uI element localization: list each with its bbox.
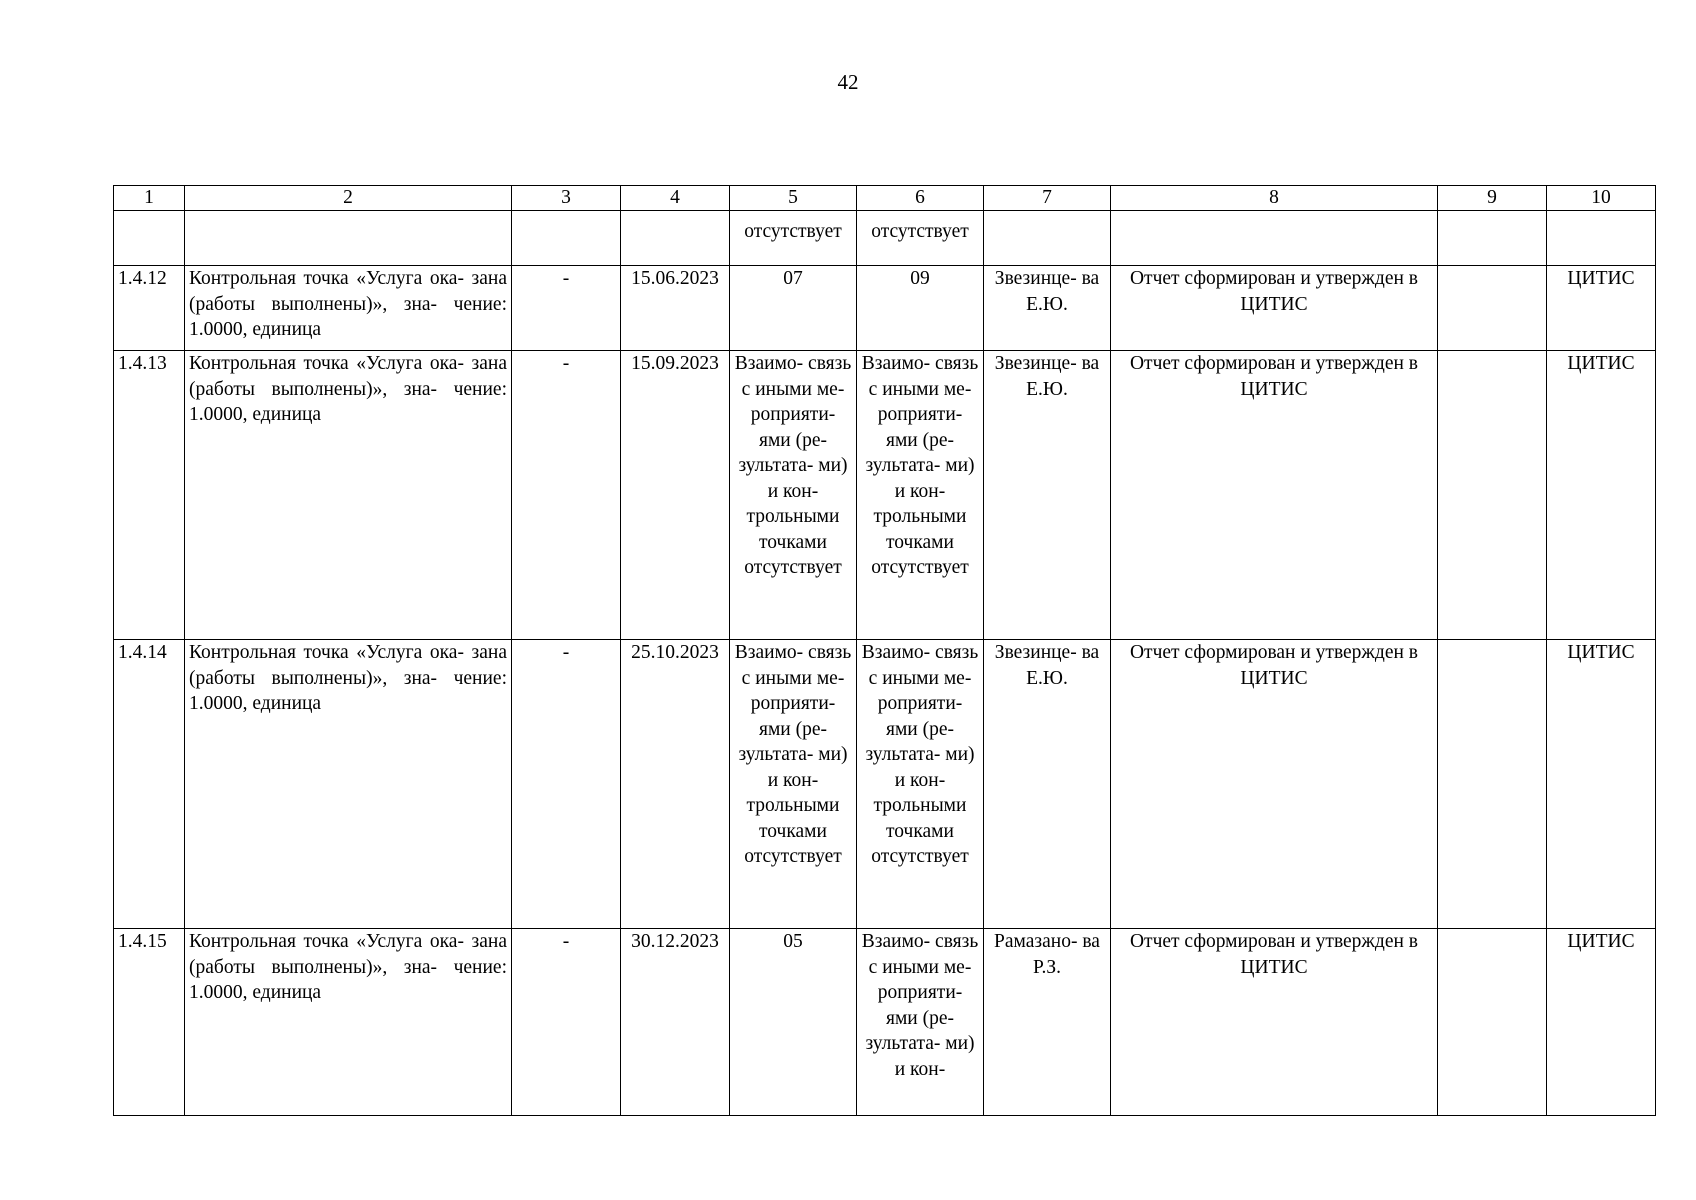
row-responsible: Звезинце- ва Е.Ю. xyxy=(984,266,1111,351)
row-date: 30.12.2023 xyxy=(621,929,730,1116)
row-number: 1.4.14 xyxy=(114,640,185,929)
column-header: 2 xyxy=(185,186,512,211)
row-title: Контрольная точка «Услуга ока- зана (работы выполнены)», зна- чение: 1.0000, единица xyxy=(185,266,512,351)
row-result: Отчет сформирован и утвержден в ЦИТИС xyxy=(1111,266,1438,351)
row-col5: 07 xyxy=(730,266,857,351)
row-title: Контрольная точка «Услуга ока- зана (работы выполнены)», зна- чение: 1.0000, единица xyxy=(185,929,512,1116)
row-col5: отсутствует xyxy=(730,211,857,266)
row-responsible: Звезинце- ва Е.Ю. xyxy=(984,640,1111,929)
row-col5: Взаимо- связь с иными ме- роприяти- ями (ре- зультата- ми) и кон- трольными точками отсутствует xyxy=(730,640,857,929)
row-number xyxy=(114,211,185,266)
row-dash: - xyxy=(512,640,621,929)
row-system: ЦИТИС xyxy=(1547,266,1656,351)
row-number: 1.4.12 xyxy=(114,266,185,351)
header-row xyxy=(114,186,1656,211)
row-number: 1.4.15 xyxy=(114,929,185,1116)
row-col6 xyxy=(857,929,984,1116)
row-result: Отчет сформирован и утвержден в ЦИТИС xyxy=(1111,640,1438,929)
row-responsible: Звезинце- ва Е.Ю. xyxy=(984,351,1111,640)
column-header: 7 xyxy=(984,186,1111,211)
column-header: 4 xyxy=(621,186,730,211)
row-date: 15.06.2023 xyxy=(621,266,730,351)
column-header: 10 xyxy=(1547,186,1656,211)
column-header: 6 xyxy=(857,186,984,211)
row-dash: - xyxy=(512,351,621,640)
row-col9 xyxy=(1438,211,1547,266)
row-result xyxy=(1111,211,1438,266)
row-responsible xyxy=(984,211,1111,266)
row-dash: - xyxy=(512,929,621,1116)
row-col6: Взаимо- связь с иными ме- роприяти- ями (ре- зультата- ми) и кон- трольными точками отсутствует xyxy=(857,351,984,640)
table-row xyxy=(114,266,1656,351)
row-col6: Взаимо- связь с иными ме- роприяти- ями (ре- зультата- ми) и кон- трольными точками отсутствует xyxy=(857,640,984,929)
row-col9 xyxy=(1438,266,1547,351)
row-col9 xyxy=(1438,929,1547,1116)
row-system: ЦИТИС xyxy=(1547,929,1656,1116)
row-col9 xyxy=(1438,351,1547,640)
row-result: Отчет сформирован и утвержден в ЦИТИС xyxy=(1111,351,1438,640)
row-dash: - xyxy=(512,266,621,351)
row-date: 25.10.2023 xyxy=(621,640,730,929)
row-title: Контрольная точка «Услуга ока- зана (работы выполнены)», зна- чение: 1.0000, единица xyxy=(185,640,512,929)
page-number: 42 xyxy=(837,70,859,94)
row-result: Отчет сформирован и утвержден в ЦИТИС xyxy=(1111,929,1438,1116)
plan-table xyxy=(113,185,1656,1116)
row-title xyxy=(185,211,512,266)
row-number: 1.4.13 xyxy=(114,351,185,640)
row-col6: 09 xyxy=(857,266,984,351)
row-col6-text: Взаимо- связь с иными ме- роприяти- ями (ре- зультата- ми) и кон- xyxy=(861,931,979,1080)
column-header: 3 xyxy=(512,186,621,211)
row-responsible: Рамазано- ва Р.З. xyxy=(984,929,1111,1116)
row-dash xyxy=(512,211,621,266)
column-header: 9 xyxy=(1438,186,1547,211)
row-col5: Взаимо- связь с иными ме- роприяти- ями (ре- зультата- ми) и кон- трольными точками отсутствует xyxy=(730,351,857,640)
column-header: 1 xyxy=(114,186,185,211)
row-date xyxy=(621,211,730,266)
row-system: ЦИТИС xyxy=(1547,640,1656,929)
table-row xyxy=(114,929,1656,1116)
row-col6: отсутствует xyxy=(857,211,984,266)
table-row xyxy=(114,640,1656,929)
column-header: 8 xyxy=(1111,186,1438,211)
row-col5: 05 xyxy=(730,929,857,1116)
row-system xyxy=(1547,211,1656,266)
row-system: ЦИТИС xyxy=(1547,351,1656,640)
column-header: 5 xyxy=(730,186,857,211)
row-title: Контрольная точка «Услуга ока- зана (работы выполнены)», зна- чение: 1.0000, единица xyxy=(185,351,512,640)
row-date: 15.09.2023 xyxy=(621,351,730,640)
row-col9 xyxy=(1438,640,1547,929)
table-row xyxy=(114,351,1656,640)
table-row xyxy=(114,211,1656,266)
